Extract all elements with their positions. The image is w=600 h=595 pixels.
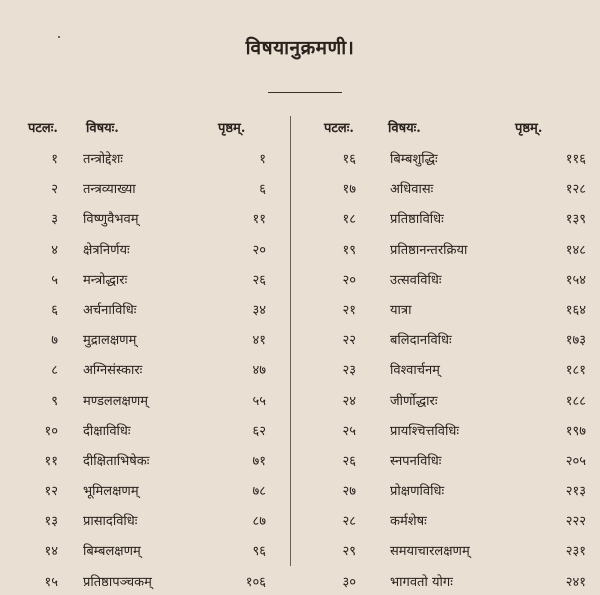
patal-number: १८ [342,212,356,228]
index-row [0,504,290,534]
left-rows [0,142,290,595]
topic-name: क्षेत्रनिर्णयः [83,242,130,258]
topic-name: भागवतो योगः [390,574,453,590]
right-header [291,118,600,142]
topic-name: प्रायश्चित्तविधिः [390,423,460,439]
patal-number: १४ [44,544,58,560]
topic-name: प्रतिष्ठानन्तरक्रिया [390,242,468,258]
patal-number: ११ [44,453,58,469]
topic-name: मुद्रालक्षणम् [83,333,137,349]
patal-number: २ [51,182,58,198]
patal-number: १२ [44,484,58,500]
page-number: १ [259,152,266,167]
index-row [291,323,600,353]
page-number: १७३ [565,333,586,349]
page-number: ९६ [252,544,266,560]
topic-name: बलिदानविधिः [390,333,452,349]
header-vishay: विषयः. [388,121,421,136]
patal-number: १३ [44,514,58,530]
index-row [0,565,290,595]
topic-name: अग्निसंस्कारः [83,363,143,379]
topic-name: तन्त्रव्याख्या [83,182,136,198]
patal-number: २१ [342,302,356,318]
patal-number: २६ [342,453,356,469]
page-number: ६२ [252,423,266,439]
patal-number: २८ [342,514,356,530]
left-header [0,118,290,142]
patal-number: १७ [342,182,356,198]
patal-number: २२ [342,333,356,349]
index-row [291,504,600,534]
page-number: ११६ [565,152,586,167]
page-number: २३१ [565,544,586,560]
index-row [0,323,290,353]
patal-number: ३० [342,574,356,590]
index-row [0,384,290,414]
page-number: ३४ [252,302,266,318]
index-row [291,384,600,414]
topic-name: प्रोक्षणविधिः [390,484,445,500]
topic-name: स्नपनविधिः [390,453,442,469]
topic-name: विष्णुवैभवम् [83,212,139,228]
index-row [291,202,600,232]
patal-number: ८ [51,363,58,379]
patal-number: १५ [44,574,58,590]
page-number: २६ [252,272,266,288]
page-number: ६ [259,182,266,198]
header-patal: पटलः. [28,121,58,136]
index-row [0,263,290,293]
patal-number: १० [44,423,58,439]
header-prishtha: पृष्ठम्. [218,121,246,136]
topic-name: समयाचारलक्षणम् [390,544,470,560]
index-row [291,142,600,172]
topic-name: अधिवासः [390,182,434,198]
page-number: १५४ [565,272,586,288]
index-row [0,474,290,504]
patal-number: २५ [342,423,356,439]
topic-name: जीर्णोद्धारः [390,393,438,409]
page-number: १६४ [565,302,586,318]
patal-number: ५ [51,272,58,288]
topic-name: बिम्बशुद्धिः [390,152,438,167]
index-row [291,414,600,444]
patal-number: ७ [51,333,58,349]
patal-number: २९ [342,544,356,560]
index-row [291,444,600,474]
index-row [0,353,290,383]
topic-name: उत्सवविधिः [390,272,442,288]
page-number: ११ [252,212,266,228]
page-title: विषयानुक्रमणी। [245,37,355,59]
topic-name: विश्वार्चनम् [390,363,440,379]
page-number: ४१ [252,333,266,349]
index-row [0,202,290,232]
index-row [0,293,290,323]
patal-number: २० [342,272,356,288]
index-row [291,534,600,564]
patal-number: २३ [342,363,356,379]
patal-number: ९ [51,393,58,409]
page-number: १८८ [565,393,586,409]
index-row [0,142,290,172]
index-row [291,474,600,504]
page-number: २१३ [565,484,586,500]
patal-number: १९ [342,242,356,258]
page-number: १०६ [245,574,266,590]
index-row [0,444,290,474]
page-number: १८१ [565,363,586,379]
header-vishay: विषयः. [86,121,119,136]
topic-name: कर्मशेषः [390,514,427,530]
page-number: २२२ [565,514,586,530]
topic-name: प्रतिष्ठापञ्चकम् [83,574,152,590]
index-row [0,172,290,202]
page-number: १९७ [565,423,586,439]
topic-name: बिम्बलक्षणम् [83,544,141,560]
left-column [0,118,290,595]
right-rows [291,142,600,595]
index-row [291,353,600,383]
page-number: ४७ [252,363,266,379]
header-patal: पटलः. [324,121,354,136]
index-row [291,233,600,263]
header-prishtha: पृष्ठम्. [515,121,543,136]
index-row [291,565,600,595]
page-number: २०५ [565,453,586,469]
index-row [0,414,290,444]
right-column [291,118,600,595]
patal-number: १ [51,152,58,167]
index-row [291,293,600,323]
patal-number: ४ [51,242,58,258]
topic-name: मन्त्रोद्धारः [83,272,128,288]
index-row [0,534,290,564]
patal-number: २७ [342,484,356,500]
topic-name: मण्डललक्षणम् [83,393,149,409]
patal-number: ३ [51,212,58,228]
page-number: ७८ [252,484,266,500]
topic-name: अर्चनाविधिः [83,302,137,318]
index-row [291,172,600,202]
topic-name: प्रासादविधिः [83,514,138,530]
patal-number: ६ [51,302,58,318]
page-number: ५५ [252,393,266,409]
patal-number: १६ [342,152,356,167]
page-number: ७१ [252,453,266,469]
patal-number: २४ [342,393,356,409]
topic-name: भूमिलक्षणम् [83,484,139,500]
page-number: १४८ [565,242,586,258]
topic-name: यात्रा [390,302,412,318]
index-row [291,263,600,293]
title-rule [268,92,342,93]
page-number: १२८ [565,182,586,198]
topic-name: प्रतिष्ठाविधिः [390,212,444,228]
topic-name: दीक्षाविधिः [83,423,131,439]
topic-name: तन्त्रोद्देशः [83,152,123,167]
index-row [0,233,290,263]
page-number: २४१ [565,574,586,590]
page-number: २० [252,242,266,258]
page-number: १३९ [565,212,586,228]
page-number: ८७ [252,514,266,530]
topic-name: दीक्षिताभिषेकः [83,453,150,469]
